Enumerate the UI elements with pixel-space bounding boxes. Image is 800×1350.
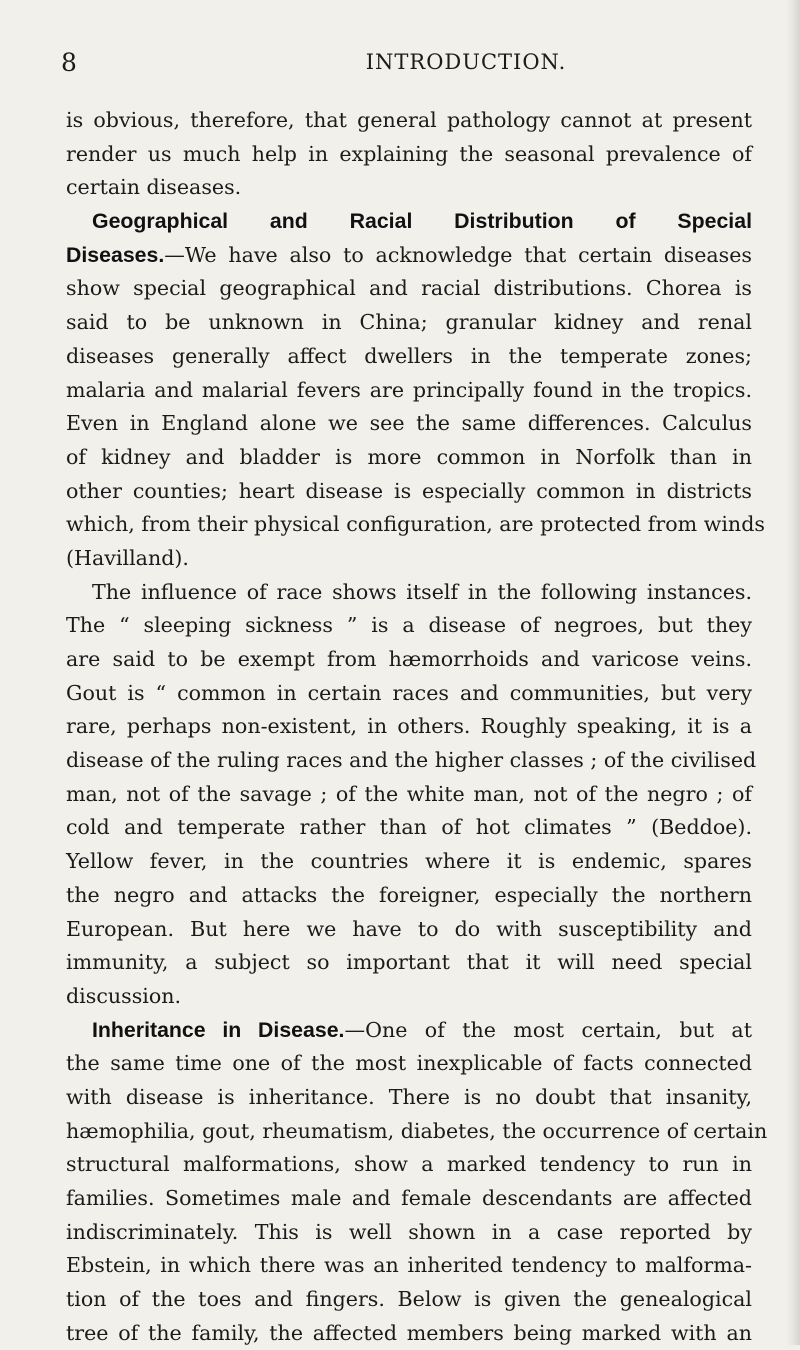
text-line: Ebstein, in which there was an inherited tendency to malforma- <box>66 1253 752 1278</box>
text-line: immunity, a subject so important that it will need special <box>66 950 752 975</box>
section-geographical-distribution <box>66 205 765 576</box>
page-header <box>61 48 761 84</box>
text-line: disease of the ruling races and the higher classes ; of the civilised <box>66 748 757 773</box>
text-line: other counties; heart disease is especially common in districts <box>66 478 752 503</box>
section-heading-continued: Diseases. <box>66 242 165 267</box>
text-line <box>66 239 752 273</box>
text-line: said to be unknown in China; granular kidney and renal <box>66 310 752 335</box>
text-line: which, from their physical configuration, are protected from winds <box>66 512 765 537</box>
text-line: cold and temperate rather than of hot climates ” (Beddoe). <box>66 815 752 840</box>
text-line: Yellow fever, in the countries where it is endemic, spares <box>66 849 752 874</box>
paragraph <box>66 104 752 205</box>
text-line: The influence of race shows itself in the following instances. <box>92 579 752 604</box>
text-line: with disease is inheritance. There is no doubt that insanity, <box>66 1084 752 1109</box>
text-line: show special geographical and racial distributions. Chorea is <box>66 276 752 301</box>
text-line: discussion. <box>66 983 182 1008</box>
run-in-text: —We have also to acknowledge that certain diseases <box>164 242 752 267</box>
text-line: structural malformations, show a marked tendency to run in <box>66 1152 752 1177</box>
running-head: INTRODUCTION. <box>365 50 567 74</box>
text-line: The “ sleeping sickness ” is a disease of negroes, but they <box>66 613 752 638</box>
text-line: is obvious, therefore, that general pathology cannot at present <box>66 108 752 132</box>
text-line: the same time one of the most inexplicable of facts connected <box>66 1051 752 1076</box>
page-edge-shadow <box>786 0 800 1345</box>
text-line: hæmophilia, gout, rheumatism, diabetes, the occurrence of certain <box>66 1118 768 1143</box>
text-line: render us much help in explaining the seasonal prevalence of <box>66 141 752 166</box>
text-line: (Havilland). <box>66 545 189 570</box>
text-line: diseases generally affect dwellers in the temperate zones; <box>66 343 752 368</box>
text-line <box>66 205 752 239</box>
section-inheritance <box>66 1014 768 1350</box>
text-line: of kidney and bladder is more common in Norfolk than in <box>66 444 752 469</box>
text-line: tion of the toes and fingers. Below is given the genealogical <box>66 1287 752 1312</box>
text-line: malaria and malarial fevers are principally found in the tropics. <box>66 377 752 402</box>
paragraph <box>66 576 757 1014</box>
text-line: indiscriminately. This is well shown in a case reported by <box>66 1219 752 1244</box>
text-line: the negro and attacks the foreigner, especially the northern <box>66 882 752 907</box>
section-heading: Inheritance in Disease. <box>92 1017 345 1042</box>
section-heading: Geographical and Racial Distribution of Special <box>92 209 752 234</box>
text-line: tree of the family, the affected members being marked with an <box>66 1320 752 1345</box>
body-text <box>66 104 768 1350</box>
text-line: Even in England alone we see the same differences. Calculus <box>66 411 752 436</box>
text-line <box>66 1014 752 1048</box>
text-line: European. But here we have to do with susceptibility and <box>66 916 752 941</box>
text-line: rare, perhaps non-existent, in others. Roughly speaking, it is a <box>66 714 752 739</box>
text-line: are said to be exempt from hæmorrhoids and varicose veins. <box>66 647 752 671</box>
page-number: 8 <box>61 48 78 77</box>
text-line: man, not of the savage ; of the white man, not of the negro ; of <box>66 781 752 806</box>
text-line: certain diseases. <box>66 175 242 200</box>
run-in-text: —One of the most certain, but at <box>344 1017 752 1042</box>
text-line: Gout is “ common in certain races and communities, but very <box>66 680 752 705</box>
text-line: families. Sometimes male and female descendants are affected <box>66 1186 752 1210</box>
